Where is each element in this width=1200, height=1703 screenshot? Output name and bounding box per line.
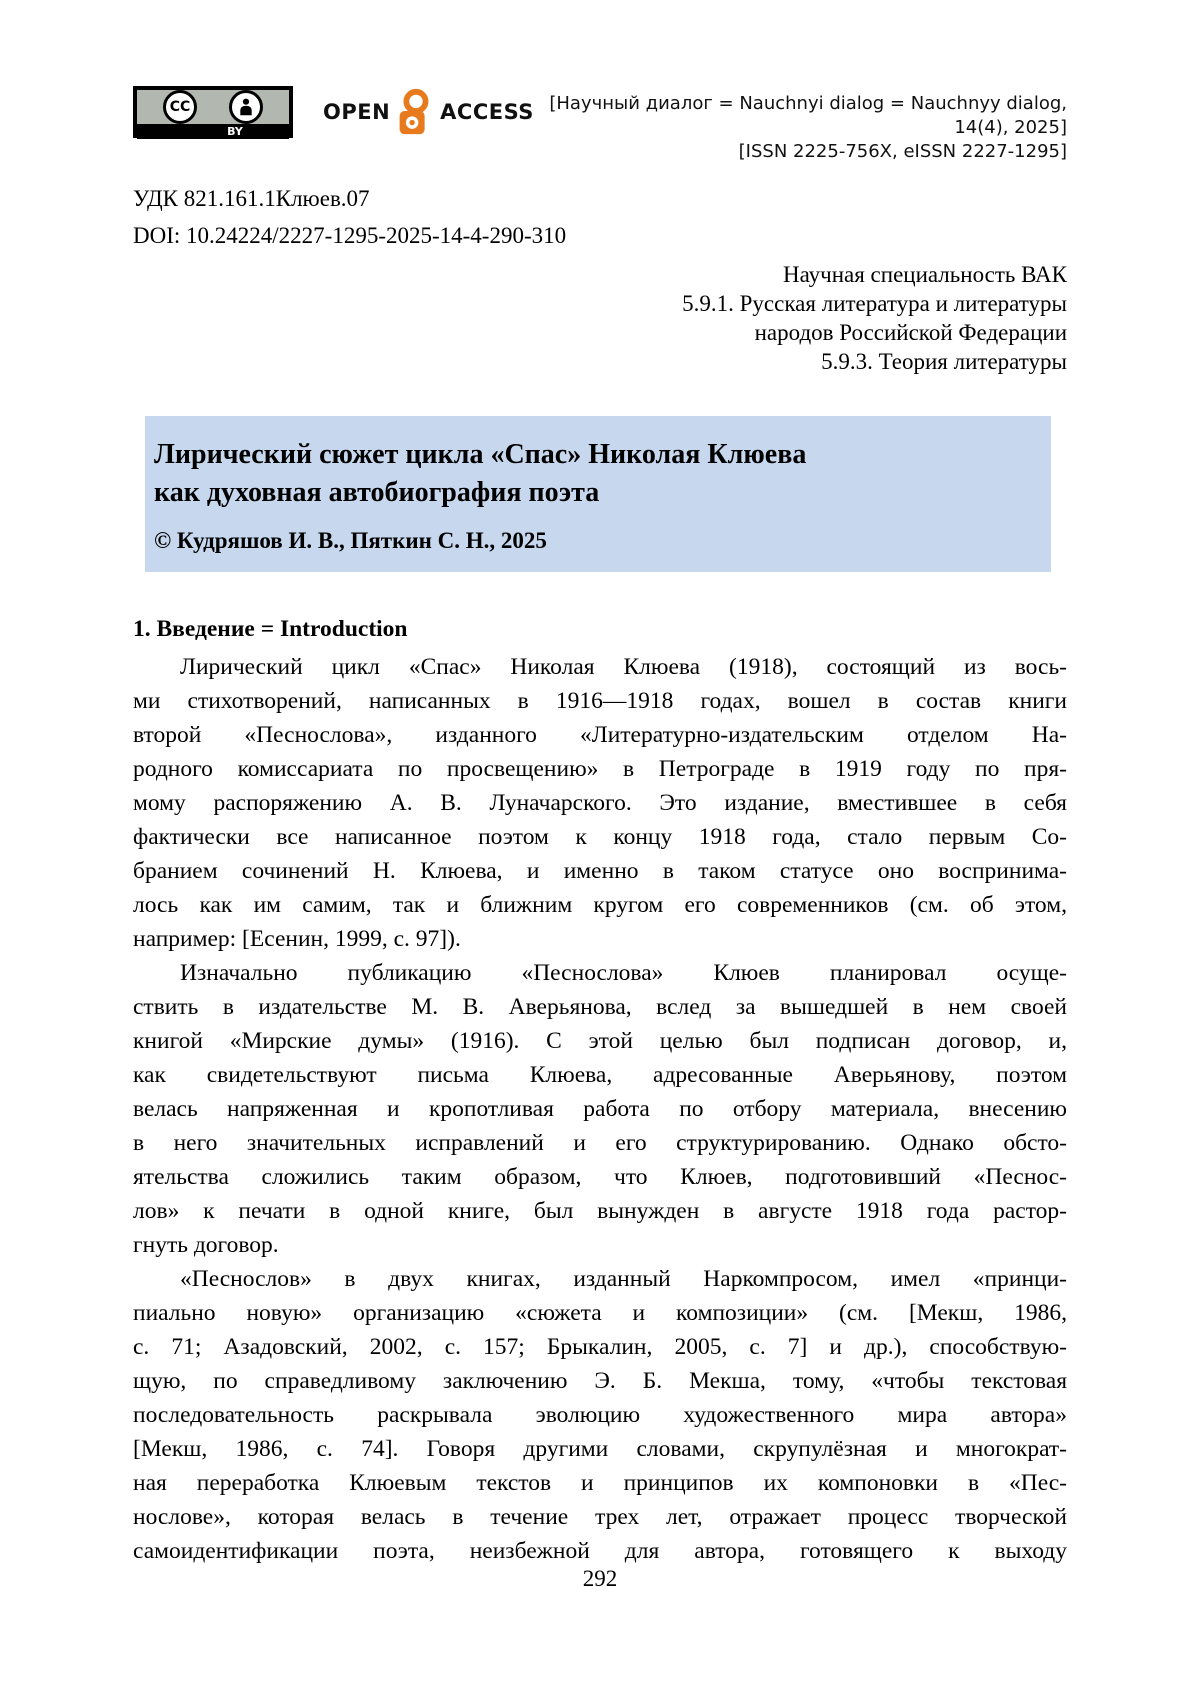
section-heading: 1. Введение = Introduction (133, 616, 408, 642)
text-line: книгой «Мирские думы» (1916). С этой целью был подписан договор, и, (133, 1028, 1067, 1054)
open-access-logo (323, 87, 534, 137)
journal-header-info (534, 86, 1067, 164)
text-line: Изначально публикацию «Песнослова» Клюев планировал осуще- (180, 960, 1067, 986)
text-line: щую, по справедливому заключению Э. Б. Мекша, тому, «чтобы текстовая (133, 1368, 1067, 1394)
text-line: самоидентификации поэта, неизбежной для автора, готовящего к выходу (133, 1538, 1067, 1564)
journal-issn-line: [ISSN 2225-756X, eISSN 2227-1295] (738, 141, 1067, 162)
vak-line: 5.9.3. Теория литературы (821, 349, 1067, 374)
cc-by-label-strip (137, 124, 289, 139)
text-line: велась напряженная и кропотливая работа по отбору материала, внесению (133, 1096, 1067, 1122)
person-icon (229, 90, 263, 124)
doi-line: DOI: 10.24224/2227-1295-2025-14-4-290-310 (133, 223, 567, 248)
page-header (133, 86, 1067, 164)
open-access-access-label: ACCESS (440, 100, 534, 124)
vak-line: Научная специальность ВАК (782, 262, 1067, 287)
by-label: BY (227, 125, 243, 138)
text-line: в него значительных исправлений и его структурированию. Однако обсто- (133, 1130, 1067, 1156)
text-line: лов» к печати в одной книге, был вынужден в августе 1918 года растор- (133, 1198, 1067, 1224)
paragraph (133, 650, 1067, 956)
text-line: например: [Есенин, 1999, с. 97]). (133, 926, 461, 952)
open-lock-icon (394, 87, 436, 137)
article-title-block (145, 416, 1051, 572)
vak-line: народов Российской Федерации (754, 320, 1067, 345)
paragraph (133, 956, 1067, 1262)
text-line: ми стихотворений, написанных в 1916—1918 годах, вошел в состав книги (133, 688, 1067, 714)
text-line: с. 71; Азадовский, 2002, с. 157; Брыкалин, 2005, с. 7] и др.), способствую- (133, 1334, 1067, 1360)
text-line: ная переработка Клюевым текстов и принципов их компоновки в «Пес- (133, 1470, 1067, 1496)
cc-badge-icons (137, 90, 289, 124)
text-line: [Мекш, 1986, с. 74]. Говоря другими словами, скрупулёзная и многократ- (133, 1436, 1067, 1462)
text-line: второй «Песнослова», изданного «Литературно-издательским отделом На- (133, 722, 1067, 748)
vak-line: 5.9.1. Русская литература и литературы (682, 291, 1067, 316)
text-line: лось как им самим, так и ближним кругом его современников (см. об этом, (133, 892, 1067, 918)
body-text (133, 650, 1067, 1568)
vak-specialty-block (133, 260, 1067, 376)
journal-title-line: [Научный диалог = Nauchnyi dialog = Nauchnyy dialog, 14(4), 2025] (549, 93, 1067, 138)
text-line: пиально новую» организацию «сюжета и композиции» (см. [Мекш, 1986, (133, 1300, 1067, 1326)
text-line: нослове», которая велась в течение трех лет, отражает процесс творческой (133, 1504, 1067, 1530)
text-line: родного комиссариата по просвещению» в Петрограде в 1919 году по пря- (133, 756, 1067, 782)
text-line: ствить в издательстве М. В. Аверьянова, вслед за вышедшей в нем своей (133, 994, 1067, 1020)
open-access-open-label: OPEN (323, 100, 391, 124)
title-line: как духовная автобиография поэта (154, 477, 600, 508)
page-number: 292 (582, 1566, 618, 1591)
cc-by-license-badge (133, 86, 293, 138)
text-line: «Песнослов» в двух книгах, изданный Наркомпросом, имел «принци- (180, 1266, 1067, 1292)
title-line: Лирический сюжет цикла «Спас» Николая Клюева (154, 439, 807, 470)
text-line: бранием сочинений Н. Клюева, и именно в таком статусе оно воспринима- (133, 858, 1067, 884)
cc-icon: CC (163, 90, 197, 124)
text-line: последовательность раскрывала эволюцию художественного мира автора» (133, 1402, 1067, 1428)
article-title (154, 436, 1041, 512)
copyright-line: © Кудряшов И. В., Пяткин С. Н., 2025 (154, 528, 547, 553)
license-badges (133, 86, 534, 138)
udc-line: УДК 821.161.1Клюев.07 (133, 186, 370, 211)
paragraph (133, 1262, 1067, 1568)
text-line: ятельства сложились таким образом, что Клюев, подготовивший «Песнос- (133, 1164, 1067, 1190)
text-line: мому распоряжению А. В. Луначарского. Это издание, вместившее в себя (133, 790, 1067, 816)
text-line: Лирический цикл «Спас» Николая Клюева (1918), состоящий из вось- (180, 654, 1067, 680)
text-line: гнуть договор. (133, 1232, 279, 1258)
text-line: как свидетельствуют письма Клюева, адресованные Аверьянову, поэтом (133, 1062, 1067, 1088)
text-line: фактически все написанное поэтом к концу 1918 года, стало первым Со- (133, 824, 1067, 850)
